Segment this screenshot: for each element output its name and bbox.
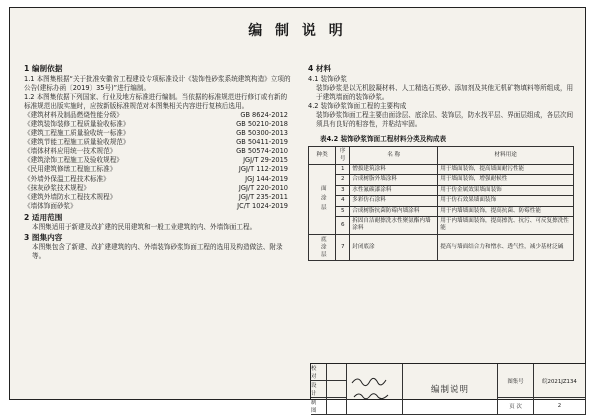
table-header: 材料用途 xyxy=(438,147,574,165)
row-use: 用于墙面装饰，提高墙面耐污性能 xyxy=(438,164,574,174)
row-name: 憎拔建筑涂料 xyxy=(350,164,438,174)
section-1-1-text: 1.1 本图集根据“关于批准安徽省工程建设专项标准设计《装饰性砂浆系统建筑构造》立项的公告(建标办函〔2019〕35号)”进行编制。 xyxy=(24,74,291,92)
standard-name: 《墙体材料应用统一技术规范》 xyxy=(24,147,117,156)
section-2-heading: 2 适用范围 xyxy=(24,212,63,222)
row-number: 5 xyxy=(336,206,350,216)
signature-icon xyxy=(348,373,402,405)
type-cell: 底涂层 xyxy=(309,234,336,260)
row-number: 6 xyxy=(336,217,350,235)
right-column xyxy=(308,64,574,261)
standard-code: GB 50411-2019 xyxy=(236,138,288,147)
row-use: 用于仿金属效果墙面装饰 xyxy=(438,185,574,195)
standard-name: 《抹灰砂浆技术规程》 xyxy=(24,183,90,192)
standard-name: 《建筑装饰装修工程质量验收标准》 xyxy=(24,119,130,128)
drawing-label: 制 图 xyxy=(311,398,327,415)
section-4-heading: 4 材料 xyxy=(308,64,332,73)
section-4-2-heading: 4.2 装饰砂浆饰面工程的主要构成 xyxy=(308,101,407,110)
left-column xyxy=(24,64,292,261)
standard-name: 《建筑工程施工质量验收统一标准》 xyxy=(24,129,130,138)
standard-name: 《外墙外保温工程技术标准》 xyxy=(24,174,110,183)
standard-code: JGJ 144-2019 xyxy=(245,174,288,183)
standard-item xyxy=(24,193,292,202)
row-name: 多彩仿石涂料 xyxy=(350,196,438,206)
standard-name: 《墙体饰面砂浆》 xyxy=(24,201,77,210)
section-3-text: 本图集包含了新建、改扩建建筑的内、外墙装饰砂浆饰面工程的选用及构造做法、附录等。 xyxy=(32,243,283,261)
table-row xyxy=(309,185,574,195)
section-4-2-text: 装饰砂浆饰面工程主要由面涂层、底涂层、装饰层，防水找平层、界面层组成，各层次间须具有良好的相容性，并粘结牢固。 xyxy=(316,110,574,128)
table-row xyxy=(309,196,574,206)
standard-name: 《建筑节能工程施工质量验收规范》 xyxy=(24,138,130,147)
standard-item xyxy=(24,120,292,129)
section-1-heading: 1 编制依据 xyxy=(24,64,63,73)
table-row xyxy=(309,164,574,174)
section-2-text: 本图集适用于新建及改扩建的民用建筑和一般工业建筑的内、外墙饰面工程。 xyxy=(32,223,257,232)
row-name: 水性氟碳漆涂料 xyxy=(350,185,438,195)
signature-area xyxy=(347,364,403,415)
standard-item xyxy=(24,138,292,147)
section-4-1-heading: 4.1 装饰砂浆 xyxy=(308,74,347,83)
blank-cell xyxy=(327,398,347,415)
standard-item xyxy=(24,147,292,156)
standard-code: JGJ/T 112-2019 xyxy=(238,165,288,174)
page-label: 页 次 xyxy=(498,398,534,415)
table-row xyxy=(309,217,574,235)
row-use: 用于仿石效果墙面装饰 xyxy=(438,196,574,206)
standard-item xyxy=(24,165,292,174)
type-cell: 面涂层 xyxy=(309,164,336,234)
standard-item xyxy=(24,175,292,184)
standard-code: JGJ/T 235-2011 xyxy=(238,192,288,201)
standard-code: GB 50574-2010 xyxy=(236,147,288,156)
table-row xyxy=(309,206,574,216)
row-name: 合成树脂外墙涂料 xyxy=(350,175,438,185)
standard-item xyxy=(24,129,292,138)
row-use: 用于内墙墙面装饰，提高擦洗、抗污、可反复擦洗性能 xyxy=(438,217,574,235)
blank-cell xyxy=(327,364,347,381)
materials-table xyxy=(308,146,574,260)
standard-item xyxy=(24,111,292,120)
standard-code: JGJ/T 29-2015 xyxy=(243,156,288,165)
blank-cell xyxy=(327,381,347,398)
standard-code: GB 8624-2012 xyxy=(240,110,288,119)
table-header: 序号 xyxy=(336,147,350,165)
row-number: 4 xyxy=(336,196,350,206)
standard-item xyxy=(24,184,292,193)
row-number: 7 xyxy=(336,234,350,260)
row-name: 封闭底涂 xyxy=(350,234,438,260)
table-header: 名 称 xyxy=(350,147,438,165)
set-number-label: 图集号 xyxy=(498,364,534,398)
row-use: 用于内墙墙面装饰，提高抗菌、防霉性能 xyxy=(438,206,574,216)
table-row xyxy=(309,175,574,185)
table-row xyxy=(309,234,574,260)
drawing-name: 编制说明 xyxy=(403,364,498,415)
row-use: 用于墙面装饰，增强耐候性 xyxy=(438,175,574,185)
page-number: 2 xyxy=(534,398,586,415)
design-label: 设 计 xyxy=(311,381,327,398)
table-caption: 表4.2 装饰砂浆饰面工程材料分类及构成表 xyxy=(320,135,447,144)
row-use: 提高与墙面结合力和憎水、透气性，减少基材泛碱 xyxy=(438,234,574,260)
row-name: 合成树脂抗菌防霉内墙涂料 xyxy=(350,206,438,216)
table-header-row xyxy=(309,147,574,165)
standards-list xyxy=(24,111,292,211)
standard-name: 《建筑涂饰工程施工及验收规程》 xyxy=(24,156,123,165)
row-number: 3 xyxy=(336,185,350,195)
standard-code: GB 50300-2013 xyxy=(236,129,288,138)
standard-item xyxy=(24,202,292,211)
standard-code: JC/T 1024-2019 xyxy=(237,201,288,210)
section-3-heading: 3 图集内容 xyxy=(24,232,63,242)
set-number: 皖2021JZ134 xyxy=(534,364,586,398)
section-1-2-text: 1.2 本图集依据下列国家、行业及地方标准进行编制。当依据的标准规范进行修订或有新的标准规范出版实施时，应按新版标准规范对本图集相关内容进行复核后选用。 xyxy=(24,92,288,110)
row-number: 1 xyxy=(336,164,350,174)
standard-name: 《民用建筑修缮工程施工标准》 xyxy=(24,165,117,174)
row-name: 拆固自洁耐擦洗水性聚氨酯内墙涂料 xyxy=(350,217,438,235)
standard-code: GB 50210-2018 xyxy=(236,119,288,128)
standard-name: 《建筑材料及制品燃烧性能分级》 xyxy=(24,110,123,119)
row-number: 2 xyxy=(336,175,350,185)
table-header: 种类 xyxy=(309,147,336,165)
page-title: 编 制 说 明 xyxy=(248,23,347,39)
title-block xyxy=(310,363,586,414)
check-label: 校 对 xyxy=(311,364,327,381)
standard-code: JGJ/T 220-2010 xyxy=(238,183,288,192)
drawing-sheet xyxy=(9,7,586,414)
standard-name: 《建筑外墙防水工程技术规程》 xyxy=(24,192,117,201)
section-4-1-text: 装饰砂浆是以无机胶凝材料、人工精选石英砂、添加剂及其他无机矿物填料等所组成，用于建筑墙面的装饰砂浆。 xyxy=(316,83,574,101)
